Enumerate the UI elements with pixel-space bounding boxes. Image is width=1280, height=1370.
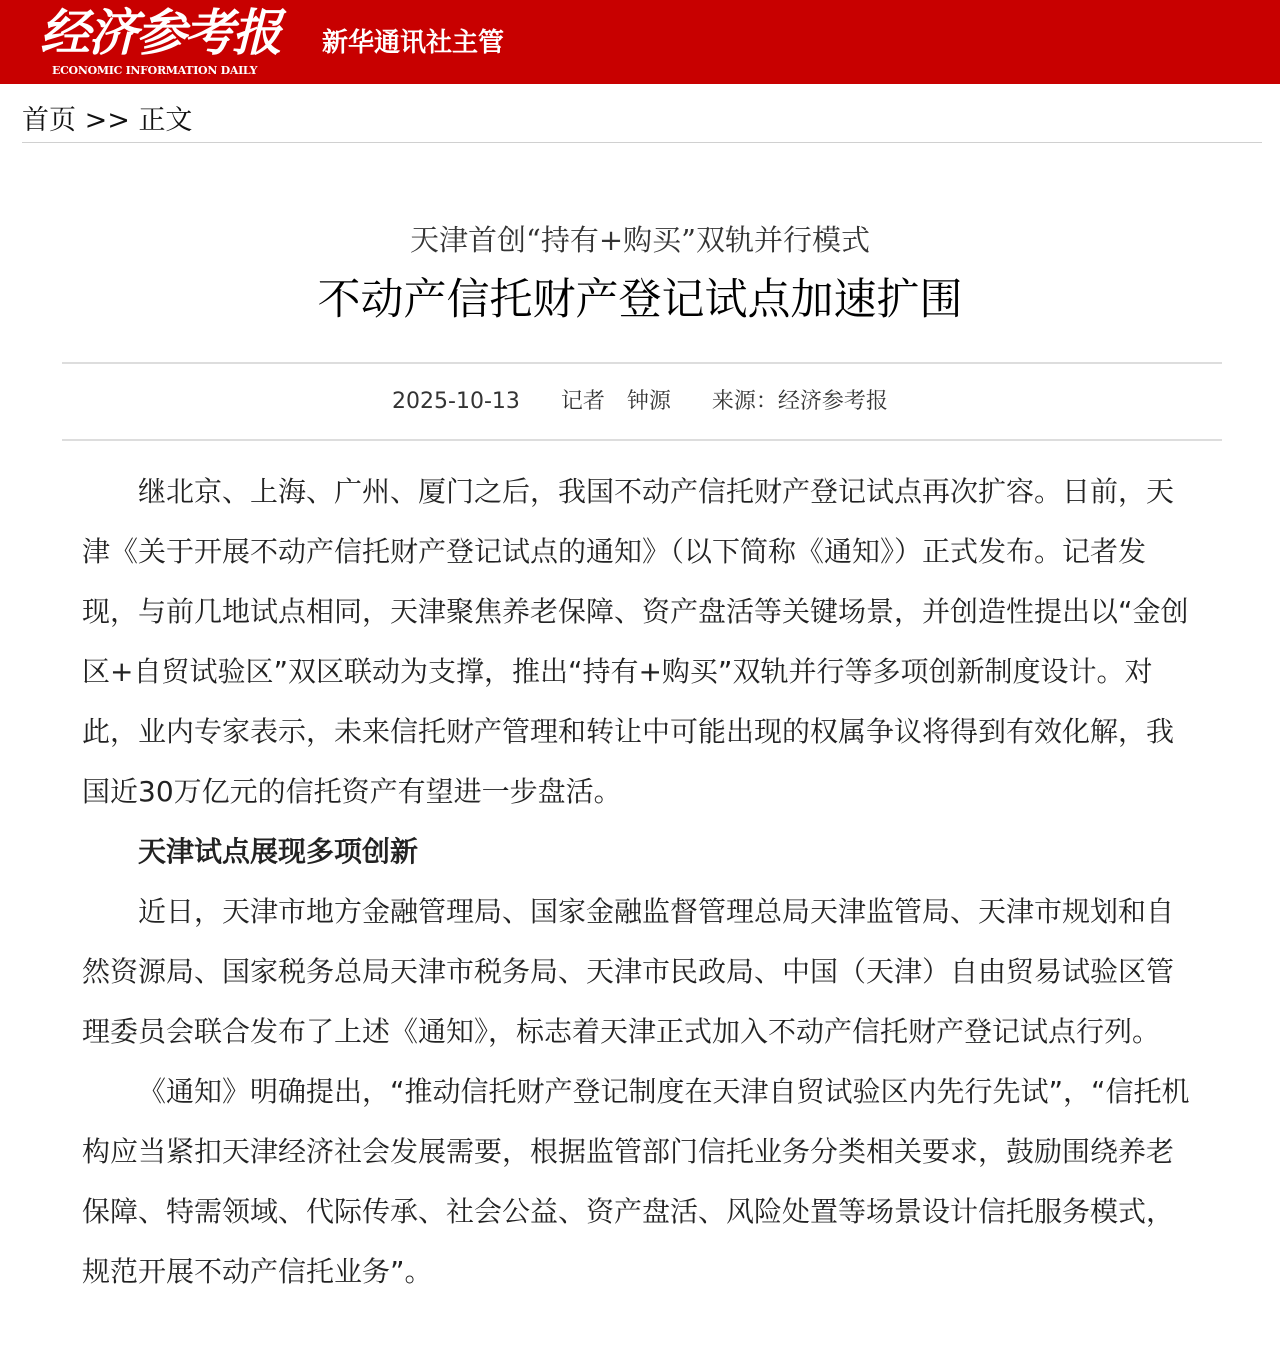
- site-logo[interactable]: [40, 0, 280, 84]
- section-heading: 天津试点展现多项创新: [138, 835, 419, 868]
- article-reporter: 记者 钟源: [560, 389, 671, 414]
- article-source: 来源：经济参考报: [711, 389, 888, 414]
- site-header: [0, 0, 1280, 84]
- breadcrumb-home-link[interactable]: 首页: [22, 105, 76, 136]
- article-meta: [0, 384, 1280, 415]
- article-date: 2025-10-13: [392, 389, 520, 414]
- logo-text: 经济参考报: [40, 3, 280, 62]
- article-paragraph: 《通知》明确提出，“推动信托财产登记制度在天津自贸试验区内先行先试”，“信托机构应当紧扣天津经济社会发展需要，根据监管部门信托业务分类相关要求，鼓励围绕养老保障、特需领域、代际传承、社会公益、资产盘活、风险处置等场景设计信托服务模式，规范开展不动产信托业务”。: [82, 1075, 1190, 1288]
- supervisor-label: 新华通讯社主管: [322, 28, 505, 58]
- meta-divider-top: [62, 362, 1222, 364]
- breadcrumb: [22, 98, 192, 137]
- logo-subtext: ECONOMIC INFORMATION DAILY: [52, 64, 258, 77]
- article-body: [82, 462, 1194, 1302]
- article-paragraph: 近日，天津市地方金融管理局、国家金融监督管理总局天津监管局、天津市规划和自然资源局、国家税务总局天津市税务局、天津市民政局、中国（天津）自由贸易试验区管理委员会联合发布了上述《通知》，标志着天津正式加入不动产信托财产登记试点行列。: [82, 895, 1175, 1048]
- article-title: 不动产信托财产登记试点加速扩围: [317, 275, 963, 325]
- breadcrumb-divider: [22, 142, 1262, 143]
- meta-divider-bottom: [62, 439, 1222, 441]
- article-paragraph: 继北京、上海、广州、厦门之后，我国不动产信托财产登记试点再次扩容。日前，天津《关于开展不动产信托财产登记试点的通知》（以下简称《通知》）正式发布。记者发现，与前几地试点相同，天津聚焦养老保障、资产盘活等关键场景，并创造性提出以“金创区+自贸试验区”双区联动为支撑，推出“持有+购买”双轨并行等多项创新制度设计。对此，业内专家表示，未来信托财产管理和转让中可能出现的权属争议将得到有效化解，我国近30万亿元的信托资产有望进一步盘活。: [82, 475, 1189, 808]
- breadcrumb-separator: >>: [84, 105, 130, 136]
- breadcrumb-current: 正文: [138, 105, 193, 136]
- article-subtitle: 天津首创“持有+购买”双轨并行模式: [410, 223, 870, 257]
